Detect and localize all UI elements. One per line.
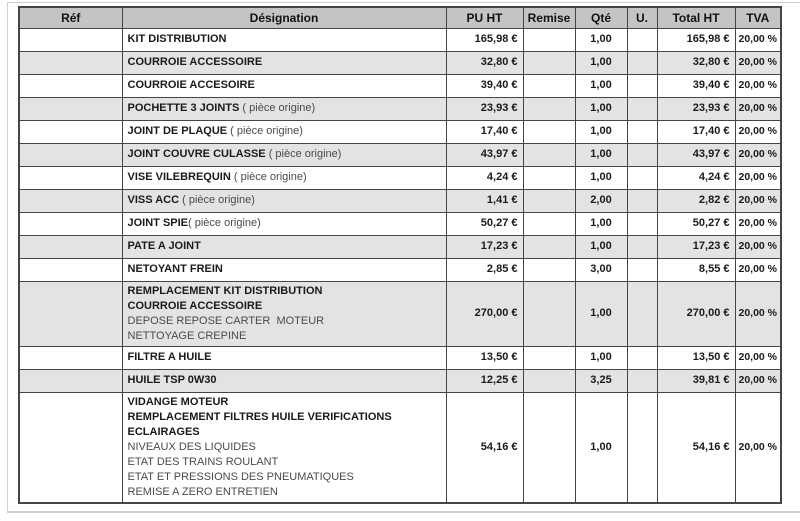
cell-qte: 3,25	[575, 369, 627, 392]
cell-pu_ht: 50,27 €	[446, 212, 523, 235]
cell-u	[627, 369, 657, 392]
cell-tva: 20,00 %	[735, 166, 781, 189]
cell-designation	[122, 281, 446, 346]
designation-detail-text: ( pièce origine)	[230, 171, 307, 183]
cell-ref	[19, 166, 122, 189]
cell-designation	[122, 346, 446, 369]
designation-line	[128, 32, 443, 47]
cell-u	[627, 189, 657, 212]
cell-remise	[523, 97, 575, 120]
column-header-total_ht: Total HT	[657, 7, 735, 28]
designation-name-text: HUILE TSP 0W30	[127, 374, 217, 386]
cell-u	[627, 281, 657, 346]
cell-pu_ht: 54,16 €	[446, 392, 523, 503]
designation-line	[128, 485, 443, 500]
cell-tva: 20,00 %	[735, 28, 781, 51]
cell-remise	[523, 258, 575, 281]
cell-ref	[19, 212, 122, 235]
cell-qte: 1,00	[575, 281, 627, 346]
table-row	[19, 166, 781, 189]
designation-detail-text: ( pièce origine)	[239, 102, 316, 114]
cell-ref	[19, 74, 122, 97]
cell-remise	[523, 28, 575, 51]
designation-line	[128, 329, 443, 344]
column-header-ref: Réf	[19, 7, 122, 28]
cell-total_ht: 39,40 €	[657, 74, 735, 97]
cell-remise	[523, 74, 575, 97]
cell-ref	[19, 369, 122, 392]
cell-qte: 1,00	[575, 143, 627, 166]
table-row	[19, 281, 781, 346]
cell-designation	[122, 51, 446, 74]
cell-u	[627, 74, 657, 97]
cell-designation	[122, 235, 446, 258]
designation-name-text: KIT DISTRIBUTION	[127, 33, 227, 45]
cell-remise	[523, 166, 575, 189]
cell-qte: 3,00	[575, 258, 627, 281]
cell-total_ht: 270,00 €	[657, 281, 735, 346]
cell-total_ht: 54,16 €	[657, 392, 735, 503]
cell-total_ht: 165,98 €	[657, 28, 735, 51]
cell-pu_ht: 1,41 €	[446, 189, 523, 212]
cell-qte: 1,00	[575, 392, 627, 503]
cell-total_ht: 32,80 €	[657, 51, 735, 74]
cell-pu_ht: 165,98 €	[446, 28, 523, 51]
cell-ref	[19, 392, 122, 503]
table-row	[19, 120, 781, 143]
cell-pu_ht: 12,25 €	[446, 369, 523, 392]
cell-ref	[19, 28, 122, 51]
cell-designation	[122, 189, 446, 212]
designation-detail-text: ( pièce origine)	[227, 125, 303, 137]
designation-line	[128, 147, 443, 162]
designation-line	[128, 55, 443, 70]
table-row	[19, 74, 781, 97]
designation-name-text: ECLAIRAGES	[127, 425, 200, 438]
column-header-designation: Désignation	[122, 7, 446, 28]
cell-tva: 20,00 %	[735, 74, 781, 97]
table-row	[19, 28, 781, 51]
cell-pu_ht: 17,40 €	[446, 120, 523, 143]
cell-ref	[19, 258, 122, 281]
cell-qte: 1,00	[575, 166, 627, 189]
cell-qte: 1,00	[575, 74, 627, 97]
invoice-line-items-table	[18, 6, 782, 504]
cell-u	[627, 392, 657, 503]
designation-detail-text: ETAT DES TRAINS ROULANT	[127, 455, 279, 468]
cell-qte: 1,00	[575, 235, 627, 258]
designation-detail-text: REMISE A ZERO ENTRETIEN	[127, 485, 278, 498]
cell-pu_ht: 270,00 €	[446, 281, 523, 346]
designation-line	[128, 239, 443, 254]
cell-tva: 20,00 %	[735, 346, 781, 369]
cell-designation	[122, 392, 446, 503]
designation-line	[128, 299, 443, 314]
cell-tva: 20,00 %	[735, 258, 781, 281]
cell-remise	[523, 51, 575, 74]
cell-remise	[523, 346, 575, 369]
table-body	[19, 28, 781, 503]
cell-remise	[523, 235, 575, 258]
table-row	[19, 189, 781, 212]
column-header-u: U.	[627, 7, 657, 28]
table-row	[19, 143, 781, 166]
cell-ref	[19, 51, 122, 74]
designation-line	[128, 314, 443, 329]
cell-total_ht: 50,27 €	[657, 212, 735, 235]
cell-tva: 20,00 %	[735, 189, 781, 212]
cell-pu_ht: 39,40 €	[446, 74, 523, 97]
cell-remise	[523, 212, 575, 235]
cell-u	[627, 143, 657, 166]
cell-ref	[19, 97, 122, 120]
cell-total_ht: 4,24 €	[657, 166, 735, 189]
cell-ref	[19, 235, 122, 258]
table-row	[19, 97, 781, 120]
cell-qte: 1,00	[575, 212, 627, 235]
cell-remise	[523, 369, 575, 392]
cell-u	[627, 51, 657, 74]
designation-line	[128, 410, 443, 425]
cell-remise	[523, 189, 575, 212]
cell-tva: 20,00 %	[735, 51, 781, 74]
column-header-pu_ht: PU HT	[446, 7, 523, 28]
designation-detail-text: NETTOYAGE CREPINE	[127, 329, 247, 342]
table-row	[19, 369, 781, 392]
designation-name-text: FILTRE A HUILE	[127, 351, 212, 363]
column-header-remise: Remise	[523, 7, 575, 28]
cell-remise	[523, 143, 575, 166]
designation-detail-text: ETAT ET PRESSIONS DES PNEUMATIQUES	[127, 470, 354, 483]
designation-line	[128, 470, 443, 485]
cell-tva: 20,00 %	[735, 97, 781, 120]
designation-line	[128, 425, 443, 440]
cell-designation	[122, 166, 446, 189]
table-header-row	[19, 7, 781, 28]
designation-line	[128, 78, 443, 93]
cell-tva: 20,00 %	[735, 369, 781, 392]
designation-line	[128, 101, 443, 116]
cell-tva: 20,00 %	[735, 120, 781, 143]
cell-qte: 2,00	[575, 189, 627, 212]
table-row	[19, 258, 781, 281]
cell-designation	[122, 369, 446, 392]
designation-line	[128, 440, 443, 455]
cell-u	[627, 166, 657, 189]
cell-designation	[122, 212, 446, 235]
cell-total_ht: 17,40 €	[657, 120, 735, 143]
designation-line	[128, 216, 443, 231]
cell-designation	[122, 120, 446, 143]
designation-name-text: JOINT SPIE	[127, 217, 189, 229]
cell-remise	[523, 392, 575, 503]
cell-qte: 1,00	[575, 97, 627, 120]
cell-pu_ht: 2,85 €	[446, 258, 523, 281]
cell-total_ht: 2,82 €	[657, 189, 735, 212]
cell-pu_ht: 23,93 €	[446, 97, 523, 120]
designation-line	[128, 284, 443, 299]
cell-remise	[523, 120, 575, 143]
cell-qte: 1,00	[575, 51, 627, 74]
designation-line	[128, 170, 443, 185]
cell-qte: 1,00	[575, 120, 627, 143]
cell-tva: 20,00 %	[735, 143, 781, 166]
cell-total_ht: 43,97 €	[657, 143, 735, 166]
designation-line	[128, 262, 443, 277]
cell-u	[627, 346, 657, 369]
cell-total_ht: 23,93 €	[657, 97, 735, 120]
designation-name-text: JOINT DE PLAQUE	[127, 125, 228, 137]
designation-name-text: COURROIE ACCESOIRE	[127, 79, 255, 91]
cell-u	[627, 28, 657, 51]
cell-designation	[122, 143, 446, 166]
column-header-tva: TVA	[735, 7, 781, 28]
column-header-qte: Qté	[575, 7, 627, 28]
cell-qte: 1,00	[575, 28, 627, 51]
designation-name-text: VISE VILEBREQUIN	[127, 171, 231, 183]
cell-u	[627, 258, 657, 281]
designation-detail-text: DEPOSE REPOSE CARTER MOTEUR	[127, 314, 325, 327]
cell-tva: 20,00 %	[735, 235, 781, 258]
table-row	[19, 212, 781, 235]
cell-ref	[19, 189, 122, 212]
cell-total_ht: 39,81 €	[657, 369, 735, 392]
designation-line	[128, 350, 443, 365]
cell-u	[627, 212, 657, 235]
cell-total_ht: 13,50 €	[657, 346, 735, 369]
table-row	[19, 346, 781, 369]
cell-pu_ht: 4,24 €	[446, 166, 523, 189]
cell-u	[627, 120, 657, 143]
cell-ref	[19, 281, 122, 346]
cell-ref	[19, 143, 122, 166]
cell-designation	[122, 74, 446, 97]
designation-line	[128, 193, 443, 208]
cell-total_ht: 17,23 €	[657, 235, 735, 258]
designation-line	[128, 395, 443, 410]
cell-ref	[19, 120, 122, 143]
cell-pu_ht: 17,23 €	[446, 235, 523, 258]
designation-name-text: POCHETTE 3 JOINTS	[127, 102, 240, 114]
cell-qte: 1,00	[575, 346, 627, 369]
table-row	[19, 392, 781, 503]
designation-name-text: JOINT COUVRE CULASSE	[127, 148, 266, 160]
cell-u	[627, 235, 657, 258]
cell-u	[627, 97, 657, 120]
cell-pu_ht: 13,50 €	[446, 346, 523, 369]
cell-pu_ht: 32,80 €	[446, 51, 523, 74]
designation-line	[128, 455, 443, 470]
table-row	[19, 51, 781, 74]
cell-designation	[122, 258, 446, 281]
cell-tva: 20,00 %	[735, 281, 781, 346]
cell-pu_ht: 43,97 €	[446, 143, 523, 166]
cell-tva: 20,00 %	[735, 212, 781, 235]
cell-remise	[523, 281, 575, 346]
designation-name-text: COURROIE ACCESSOIRE	[127, 56, 263, 68]
designation-name-text: VIDANGE MOTEUR	[127, 395, 229, 408]
cell-ref	[19, 346, 122, 369]
designation-name-text: NETOYANT FREIN	[127, 263, 223, 275]
designation-name-text: PATE A JOINT	[127, 240, 201, 252]
cell-designation	[122, 28, 446, 51]
designation-name-text: VISS ACC	[127, 194, 180, 206]
designation-detail-text: NIVEAUX DES LIQUIDES	[127, 440, 256, 453]
designation-name-text: REMPLACEMENT FILTRES HUILE VERIFICATIONS	[127, 410, 392, 423]
table-row	[19, 235, 781, 258]
designation-detail-text: ( pièce origine)	[179, 194, 255, 206]
designation-detail-text: ( pièce origine)	[265, 148, 342, 160]
designation-name-text: COURROIE ACCESSOIRE	[127, 299, 263, 312]
designation-line	[128, 373, 443, 388]
designation-detail-text: ( pièce origine)	[188, 217, 261, 229]
cell-tva: 20,00 %	[735, 392, 781, 503]
cell-total_ht: 8,55 €	[657, 258, 735, 281]
cell-designation	[122, 97, 446, 120]
designation-name-text: REMPLACEMENT KIT DISTRIBUTION	[127, 284, 323, 297]
designation-line	[128, 124, 443, 139]
